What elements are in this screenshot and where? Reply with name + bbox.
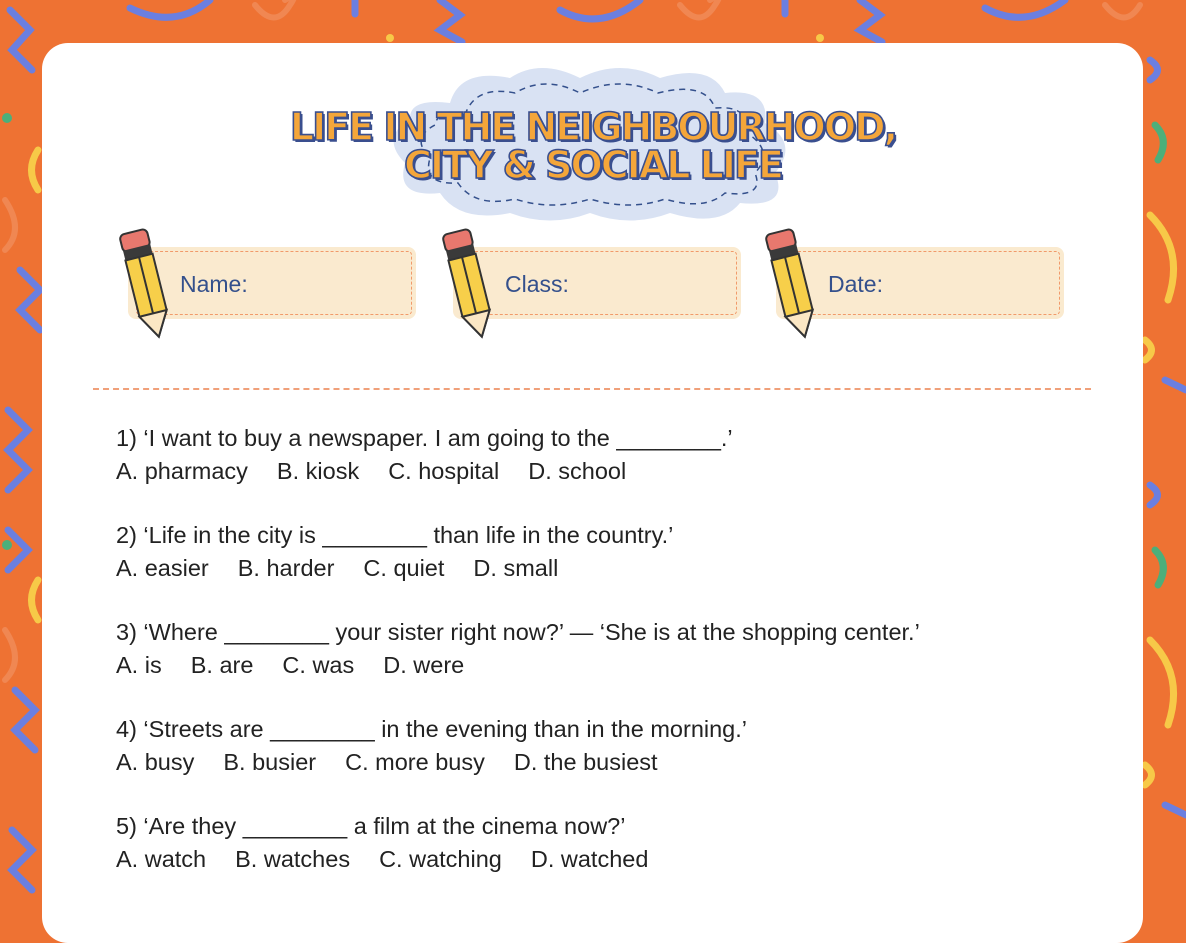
question-text: 1) ‘I want to buy a newspaper. I am going to the ________.’ (116, 425, 733, 451)
answer-option[interactable]: D. the busiest (513, 749, 658, 775)
answer-option[interactable]: D. school (528, 458, 627, 484)
class-field-border (461, 251, 737, 315)
answer-option[interactable]: D. watched (530, 846, 649, 872)
answer-option[interactable]: B. harder (237, 555, 335, 581)
class-label: Class: (505, 271, 569, 297)
answer-option[interactable]: B. are (190, 652, 254, 678)
answer-options (116, 552, 1096, 585)
answer-options (116, 746, 1096, 779)
pencil-icon (764, 226, 822, 344)
question-list (116, 422, 1096, 907)
question-text: 3) ‘Where ________ your sister right now?’ — ‘She is at the shopping center.’ (116, 619, 920, 645)
worksheet-title (0, 105, 1186, 187)
question-text: 4) ‘Streets are ________ in the evening than in the morning.’ (116, 716, 748, 742)
name-label: Name: (180, 271, 248, 297)
question-item (116, 519, 1096, 585)
answer-option[interactable]: B. kiosk (276, 458, 360, 484)
pencil-icon (441, 226, 499, 344)
answer-option[interactable]: C. quiet (363, 555, 445, 581)
pencil-icon (118, 226, 176, 344)
answer-option[interactable]: B. busier (223, 749, 317, 775)
question-item (116, 810, 1096, 876)
answer-option[interactable]: C. watching (379, 846, 502, 872)
question-item (116, 616, 1096, 682)
name-field-border (136, 251, 412, 315)
answer-option[interactable]: A. pharmacy (116, 458, 248, 484)
answer-options (116, 649, 1096, 682)
answer-option[interactable]: C. more busy (345, 749, 485, 775)
answer-option[interactable]: C. hospital (388, 458, 500, 484)
question-item (116, 422, 1096, 488)
question-text: 5) ‘Are they ________ a film at the cinema now?’ (116, 813, 626, 839)
answer-options (116, 843, 1096, 876)
answer-option[interactable]: A. easier (116, 555, 209, 581)
answer-option[interactable]: A. is (116, 652, 162, 678)
answer-option[interactable]: A. watch (116, 846, 207, 872)
answer-option[interactable]: C. was (282, 652, 355, 678)
answer-option[interactable]: D. small (473, 555, 559, 581)
answer-option[interactable]: D. were (383, 652, 465, 678)
section-divider (93, 388, 1091, 390)
answer-options (116, 455, 1096, 488)
date-label: Date: (828, 271, 883, 297)
answer-option[interactable]: A. busy (116, 749, 195, 775)
question-text: 2) ‘Life in the city is ________ than life in the country.’ (116, 522, 674, 548)
date-field-border (784, 251, 1060, 315)
question-item (116, 713, 1096, 779)
title-line-2: CITY & SOCIAL LIFE (404, 143, 782, 187)
title-line-1: LIFE IN THE NEIGHBOURHOOD, (289, 105, 897, 149)
answer-option[interactable]: B. watches (235, 846, 351, 872)
